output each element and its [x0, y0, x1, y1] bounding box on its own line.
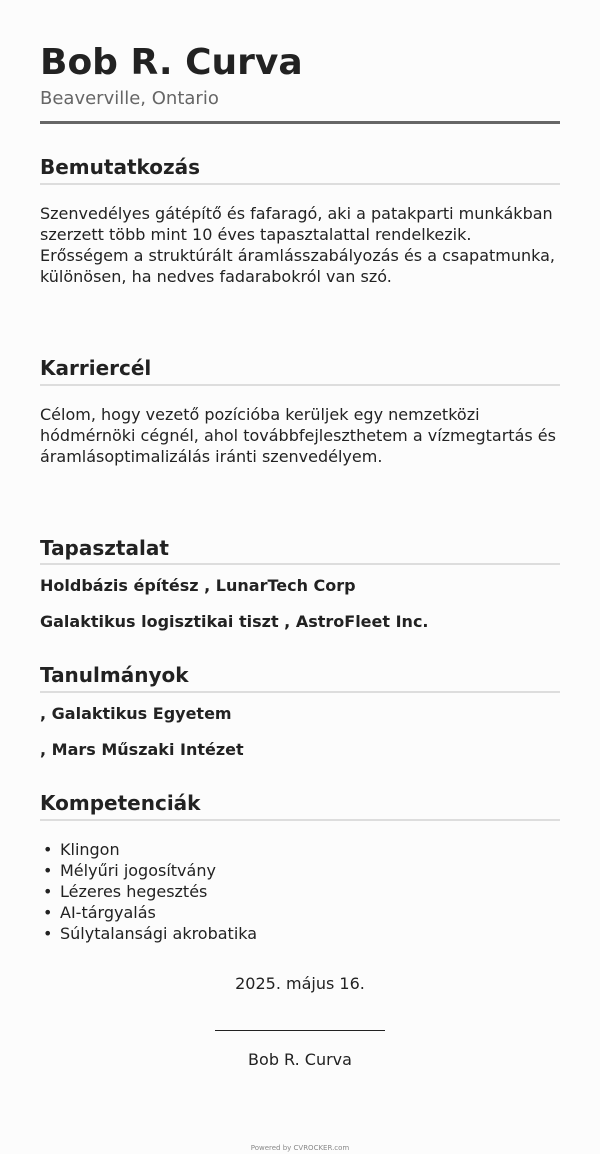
experience-item: Holdbázis építész , LunarTech Corp: [40, 576, 356, 595]
education-heading: Tanulmányok: [40, 663, 189, 687]
education-item: , Galaktikus Egyetem: [40, 704, 232, 723]
intro-divider: [40, 183, 560, 185]
bullet-icon: •: [43, 903, 53, 922]
education-divider: [40, 691, 560, 693]
objective-heading: Karriercél: [40, 356, 152, 380]
objective-divider: [40, 384, 560, 386]
skill-item: [40, 839, 257, 860]
skill-label: Súlytalansági akrobatika: [60, 924, 258, 943]
skill-label: Mélyűri jogosítvány: [60, 861, 216, 880]
bullet-icon: •: [43, 861, 53, 880]
intro-text: Szenvedélyes gátépítő és fafaragó, aki a patakparti munkákban szerzett több mint 10 éves tapasztalattal rendelkezik. Erősségem a struktúrált áramlásszabályozás és a csapatmunka, különösen, ha nedves fadarabokról van szó.: [40, 204, 556, 286]
bullet-icon: •: [43, 882, 53, 901]
education-item: , Mars Műszaki Intézet: [40, 740, 244, 759]
bullet-icon: •: [43, 924, 53, 943]
objective-text: Célom, hogy vezető pozícióba kerüljek egy nemzetközi hódmérnöki cégnél, ahol továbbfejleszthetem a vízmegtartás és áramlásoptimalizálás iránti szenvedélyem.: [40, 405, 556, 466]
skills-list: [40, 839, 257, 944]
skill-item: [40, 881, 257, 902]
intro-heading: Bemutatkozás: [40, 155, 201, 179]
header-divider: [40, 121, 560, 124]
skill-item: [40, 923, 257, 944]
signature-date: 2025. május 16.: [235, 974, 365, 993]
signature-name: Bob R. Curva: [248, 1050, 352, 1069]
candidate-location: Beaverville, Ontario: [40, 88, 219, 109]
bullet-icon: •: [43, 840, 53, 859]
skill-item: [40, 860, 257, 881]
skill-item: [40, 902, 257, 923]
experience-item: Galaktikus logisztikai tiszt , AstroFleet Inc.: [40, 612, 429, 631]
skill-label: Lézeres hegesztés: [60, 882, 208, 901]
experience-divider: [40, 563, 560, 565]
candidate-name: Bob R. Curva: [40, 42, 303, 83]
footer-credit: Powered by CVROCKER.com: [250, 1144, 350, 1152]
skill-label: Klingon: [60, 840, 120, 859]
signature-line: [215, 1030, 385, 1031]
skills-heading: Kompetenciák: [40, 791, 201, 815]
experience-heading: Tapasztalat: [40, 536, 169, 560]
skill-label: AI-tárgyalás: [60, 903, 156, 922]
skills-divider: [40, 819, 560, 821]
